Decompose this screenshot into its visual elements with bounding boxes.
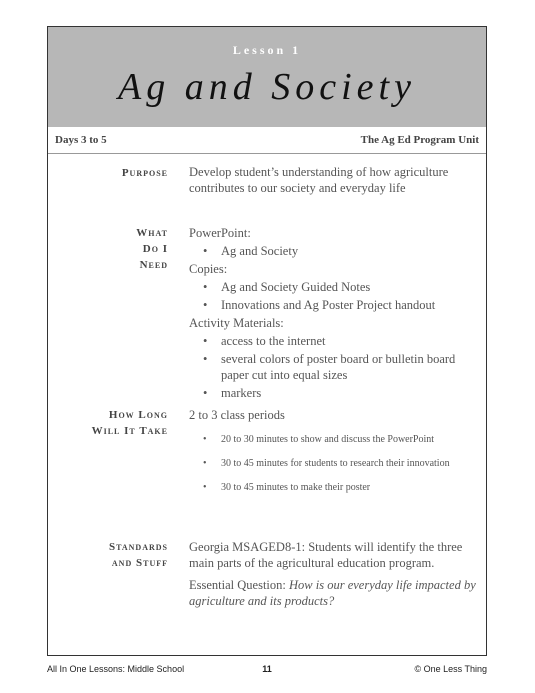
footer-copyright: © One Less Thing: [414, 664, 487, 674]
list-item: • Ag and Society: [189, 243, 481, 259]
header-divider: [48, 153, 486, 154]
page-number: 11: [262, 664, 272, 674]
howlong-label-line-1: How Long: [108, 409, 168, 421]
list-item: • markers: [189, 385, 481, 401]
howlong-section: [189, 407, 481, 505]
lesson-title: Ag and Society: [118, 66, 416, 108]
header-row: [55, 134, 479, 150]
standards-label-line-2: and Stuff: [111, 557, 168, 569]
need-label: [136, 225, 168, 273]
purpose-label: [122, 165, 168, 181]
howlong-label-line-2: Will It Take: [91, 425, 168, 437]
need-label-line-1: What: [136, 227, 168, 239]
need-label-line-3: Need: [139, 259, 168, 271]
howlong-label: [92, 407, 168, 439]
standards-label-line-1: Standards: [109, 541, 168, 553]
list-item: • 30 to 45 minutes to make their poster: [189, 481, 481, 494]
standards-label: [109, 539, 168, 571]
lesson-number: Lesson 1: [232, 43, 302, 57]
list-item: • 30 to 45 minutes for students to research their innovation: [189, 457, 481, 470]
purpose-text: Develop student’s understanding of how agriculture contributes to our society and everyday life: [189, 165, 449, 195]
copies-heading: Copies:: [189, 262, 228, 276]
howlong-text: 2 to 3 class periods: [189, 408, 285, 422]
lesson-frame: [47, 26, 487, 656]
list-item: • several colors of poster board or bulletin board paper cut into equal sizes: [189, 351, 481, 383]
need-label-line-2: Do I: [142, 243, 168, 255]
howlong-list: [189, 433, 481, 494]
footer-book-title: All In One Lessons: Middle School: [47, 664, 185, 674]
powerpoint-list: [189, 243, 481, 259]
essential-question-text: How is our everyday life impacted by agriculture and its products?: [189, 578, 476, 608]
materials-list: [189, 333, 481, 401]
unit-name: The Ag Ed Program Unit: [360, 134, 479, 146]
list-item: • Ag and Society Guided Notes: [189, 279, 481, 295]
days-range: Days 3 to 5: [55, 134, 107, 146]
need-section: [189, 225, 481, 401]
list-item: • Innovations and Ag Poster Project handout: [189, 297, 481, 313]
list-item: • access to the internet: [189, 333, 481, 349]
copies-list: [189, 279, 481, 313]
materials-heading: Activity Materials:: [189, 316, 284, 330]
powerpoint-heading: PowerPoint:: [189, 226, 251, 240]
title-banner: [48, 27, 486, 127]
essential-question: [189, 577, 481, 609]
list-item: • 20 to 30 minutes to show and discuss the PowerPoint: [189, 433, 481, 446]
standards-text: Georgia MSAGED8-1: Students will identify the three main parts of the agricultural education program.: [189, 540, 463, 570]
essential-question-prefix: Essential Question:: [189, 578, 289, 592]
purpose-label-text: Purpose: [121, 167, 168, 179]
standards-section: [189, 539, 481, 609]
